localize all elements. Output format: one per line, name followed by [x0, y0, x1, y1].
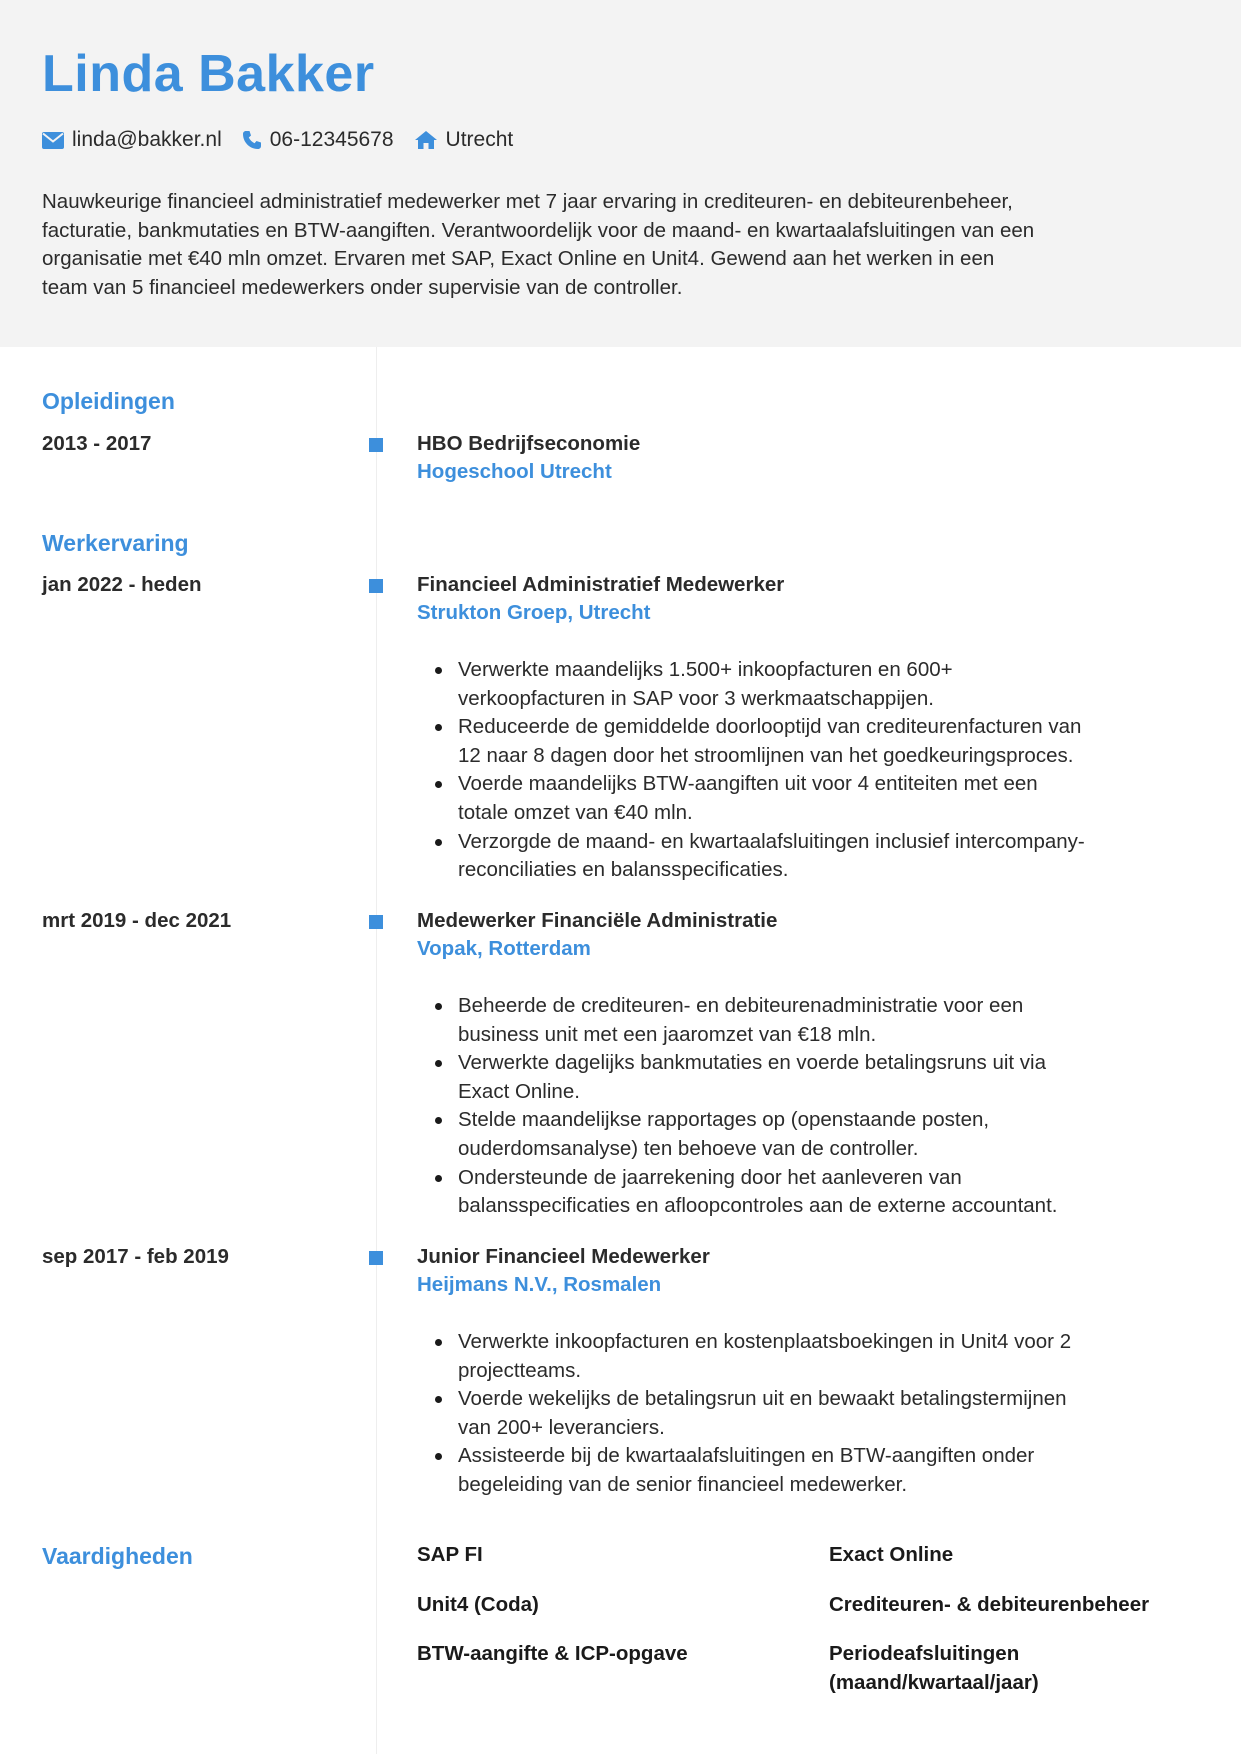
job-bullets [458, 1328, 1198, 1500]
timeline-marker [369, 579, 383, 593]
education-school: Hogeschool Utrecht [417, 460, 612, 483]
section-title-education: Opleidingen [42, 388, 175, 414]
contact-bar [42, 128, 533, 152]
job-bullets [458, 656, 1198, 885]
envelope-icon [42, 132, 64, 149]
home-icon [414, 130, 438, 150]
job-company: Vopak, Rotterdam [417, 937, 591, 960]
job-date: mrt 2019 - dec 2021 [42, 909, 232, 932]
section-title-skills: Vaardigheden [42, 1543, 193, 1569]
bullet-item: Verwerkte dagelijks bankmutaties en voerde betalingsruns uit via Exact Online. [458, 1049, 1198, 1106]
contact-city [414, 128, 514, 152]
skill-item: Unit4 (Coda) [417, 1593, 539, 1616]
summary-line: team van 5 financieel medewerkers onder supervisie van de controller. [42, 275, 683, 299]
summary-line: organisatie met €40 mln omzet. Ervaren met SAP, Exact Online en Unit4. Gewend aan het werken in een [42, 247, 995, 271]
phone-text: 06-12345678 [269, 128, 394, 151]
job-role: Junior Financieel Medewerker [417, 1245, 710, 1268]
phone-icon [242, 130, 262, 150]
job-date: jan 2022 - heden [42, 573, 202, 596]
bullet-item: Assisteerde bij de kwartaalafsluitingen en BTW-aangiften onder begeleiding van de senior financieel medewerker. [458, 1442, 1198, 1499]
profile-summary [42, 188, 1212, 302]
summary-line: facturatie, bankmutaties en BTW-aangiften. Verantwoordelijk voor de maand- en kwartaalafsluitingen van een [42, 218, 1035, 242]
skill-item: Exact Online [829, 1543, 954, 1566]
bullet-item: Verwerkte inkoopfacturen en kostenplaatsboekingen in Unit4 voor 2 projectteams. [458, 1328, 1198, 1385]
contact-email[interactable] [42, 128, 222, 152]
skill-item: Periodeafsluitingen (maand/kwartaal/jaar) [829, 1642, 1039, 1694]
job-role: Medewerker Financiële Administratie [417, 909, 778, 932]
skill-item: Crediteuren- & debiteurenbeheer [829, 1593, 1150, 1616]
bullet-item: Verwerkte maandelijks 1.500+ inkoopfacturen en 600+ verkoopfacturen in SAP voor 3 werkmaatschappijen. [458, 656, 1198, 713]
city-text: Utrecht [445, 128, 514, 151]
job-bullets [458, 992, 1198, 1221]
bullet-item: Voerde maandelijks BTW-aangiften uit voor 4 entiteiten met een totale omzet van €40 mln. [458, 770, 1198, 827]
bullet-item: Stelde maandelijkse rapportages op (openstaande posten, ouderdomsanalyse) ten behoeve van de controller. [458, 1106, 1198, 1163]
job-role: Financieel Administratief Medewerker [417, 573, 785, 596]
bullet-item: Beheerde de crediteuren- en debiteurenadministratie voor een business unit met een jaaromzet van €18 mln. [458, 992, 1198, 1049]
job-company: Strukton Groep, Utrecht [417, 601, 651, 624]
column-divider [376, 347, 377, 1754]
timeline-marker [369, 915, 383, 929]
timeline-marker [369, 438, 383, 452]
summary-line: Nauwkeurige financieel administratief medewerker met 7 jaar ervaring in crediteuren- en debiteurenbeheer, [42, 190, 1013, 213]
skill-item: SAP FI [417, 1543, 483, 1566]
bullet-item: Ondersteunde de jaarrekening door het aanleveren van balansspecificaties en afloopcontroles aan de externe accountant. [458, 1164, 1198, 1221]
section-title-experience: Werkervaring [42, 530, 189, 556]
education-date: 2013 - 2017 [42, 432, 152, 455]
skill-item: BTW-aangifte & ICP-opgave [417, 1642, 688, 1665]
contact-phone[interactable] [242, 128, 394, 152]
email-text: linda@bakker.nl [72, 128, 222, 151]
education-degree: HBO Bedrijfseconomie [417, 432, 641, 455]
candidate-name: Linda Bakker [42, 45, 375, 103]
bullet-item: Voerde wekelijks de betalingsrun uit en bewaakt betalingstermijnen van 200+ leveranciers. [458, 1385, 1198, 1442]
bullet-item: Reduceerde de gemiddelde doorlooptijd van crediteurenfacturen van 12 naar 8 dagen door het stroomlijnen van het goedkeuringsproces. [458, 713, 1198, 770]
timeline-marker [369, 1251, 383, 1265]
job-date: sep 2017 - feb 2019 [42, 1245, 229, 1268]
bullet-item: Verzorgde de maand- en kwartaalafsluitingen inclusief intercompany- reconciliaties en balansspecificaties. [458, 828, 1198, 885]
job-company: Heijmans N.V., Rosmalen [417, 1273, 662, 1296]
